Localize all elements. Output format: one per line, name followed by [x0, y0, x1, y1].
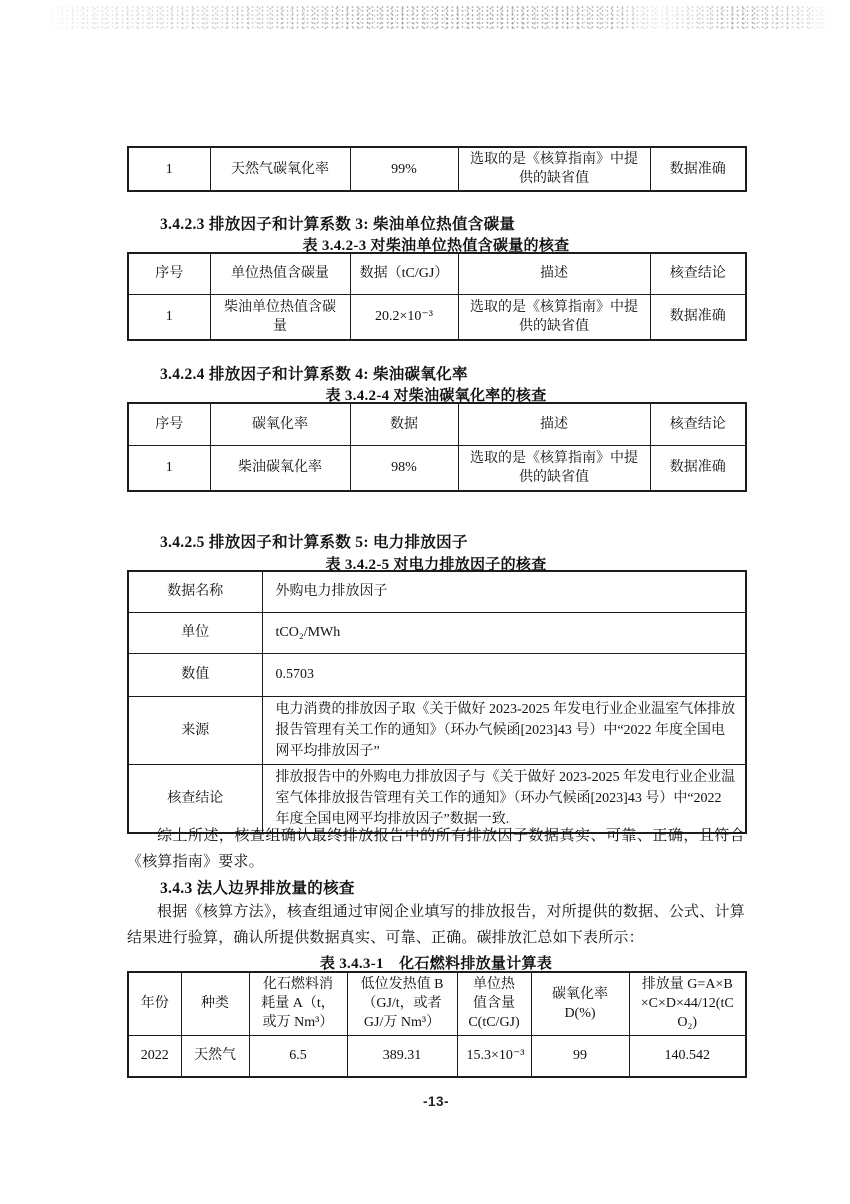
value-cell: tCO₂/MWh	[262, 612, 746, 653]
table-3423-diesel-carbon-content	[127, 252, 747, 341]
conclusion-cell: 数据准确	[650, 147, 746, 191]
col-header-oxidation-d: 碳氧化率 D(%)	[531, 972, 629, 1035]
scan-noise-band	[40, 5, 835, 29]
seq-cell: 1	[128, 294, 210, 340]
carbon-content-cell: 15.3×10⁻³	[457, 1035, 531, 1077]
value-cell: 20.2×10⁻³	[350, 294, 458, 340]
col-header-conclusion: 核查结论	[650, 403, 746, 445]
summary-paragraph: 综上所述，核查组确认最终排放报告中的所有排放因子数据真实、可靠、正确，且符合《核算指南》要求。	[127, 828, 745, 870]
col-header-heating-value-b: 低位发热值 B（GJ/t，或者 GJ/万 Nm³）	[347, 972, 457, 1035]
table-row	[128, 147, 746, 191]
value-cell: 排放报告中的外购电力排放因子与《关于做好 2023-2025 年发电行业企业温室气体排放报告管理有关工作的通知》（环办气候函[2023]43 号）中“2022 年度全国电网平均排放因子”数据一致.	[262, 764, 746, 833]
table-row	[128, 764, 746, 833]
table-row	[128, 612, 746, 653]
col-header-desc: 描述	[458, 403, 650, 445]
name-cell: 柴油碳氧化率	[210, 445, 350, 491]
value-cell: 外购电力排放因子	[262, 571, 746, 612]
col-header-emissions-g: 排放量 G=A×B×C×D×44/12(tCO₂)	[629, 972, 746, 1035]
seq-cell: 1	[128, 445, 210, 491]
label-cell: 数值	[128, 653, 262, 696]
col-header-seq: 序号	[128, 403, 210, 445]
section-heading-3425: 3.4.2.5 排放因子和计算系数 5: 电力排放因子	[160, 534, 468, 551]
header-row	[128, 403, 746, 445]
emissions-cell: 140.542	[629, 1035, 746, 1077]
conclusion-cell: 数据准确	[650, 445, 746, 491]
name-cell: 天然气碳氧化率	[210, 147, 350, 191]
col-header-conclusion: 核查结论	[650, 253, 746, 294]
table-3431-fossil-fuel-emissions	[127, 971, 747, 1078]
col-header-seq: 序号	[128, 253, 210, 294]
table-fragment-natural-gas	[127, 146, 747, 192]
table-caption-3431: 表 3.4.3-1 化石燃料排放量计算表	[319, 956, 553, 972]
heating-value-cell: 389.31	[347, 1035, 457, 1077]
value-cell: 0.5703	[262, 653, 746, 696]
desc-cell: 选取的是《核算指南》中提供的缺省值	[458, 294, 650, 340]
col-header-consumption-a: 化石燃料消耗量 A（t，或万 Nm³）	[249, 972, 347, 1035]
table-caption-3425: 表 3.4.2-5 对电力排放因子的核查	[325, 557, 547, 573]
section-343-paragraph: 根据《核算方法》，核查组通过审阅企业填写的排放报告，对所提供的数据、公式、计算结果进行验算，确认所提供数据真实、可靠、正确。碳排放汇总如下表所示：	[127, 904, 745, 946]
section-heading-343: 3.4.3 法人边界排放量的核查	[160, 880, 355, 897]
col-header-fuel-type: 种类	[181, 972, 249, 1035]
conclusion-cell: 数据准确	[650, 294, 746, 340]
table-caption-3424: 表 3.4.2-4 对柴油碳氧化率的核查	[325, 388, 547, 404]
table-row	[128, 1035, 746, 1077]
consumption-cell: 6.5	[249, 1035, 347, 1077]
col-header-name: 单位热值含碳量	[210, 253, 350, 294]
table-row	[128, 696, 746, 764]
section-heading-3424: 3.4.2.4 排放因子和计算系数 4: 柴油碳氧化率	[160, 366, 468, 383]
col-header-year: 年份	[128, 972, 181, 1035]
header-row	[128, 253, 746, 294]
oxidation-cell: 99	[531, 1035, 629, 1077]
fuel-cell: 天然气	[181, 1035, 249, 1077]
col-header-name: 碳氧化率	[210, 403, 350, 445]
col-header-carbon-content-c: 单位热值含量 C(tC/GJ)	[457, 972, 531, 1035]
table-3425-electricity-emission-factor	[127, 570, 747, 834]
label-cell: 单位	[128, 612, 262, 653]
page-number: -13-	[422, 1094, 449, 1109]
seq-cell: 1	[128, 147, 210, 191]
value-cell: 98%	[350, 445, 458, 491]
desc-cell: 选取的是《核算指南》中提供的缺省值	[458, 147, 650, 191]
col-header-value: 数据	[350, 403, 458, 445]
col-header-desc: 描述	[458, 253, 650, 294]
desc-cell: 选取的是《核算指南》中提供的缺省值	[458, 445, 650, 491]
name-cell: 柴油单位热值含碳量	[210, 294, 350, 340]
col-header-value: 数据（tC/GJ）	[350, 253, 458, 294]
table-row	[128, 653, 746, 696]
table-row	[128, 294, 746, 340]
table-row	[128, 445, 746, 491]
section-heading-3423: 3.4.2.3 排放因子和计算系数 3: 柴油单位热值含碳量	[160, 216, 516, 233]
header-row	[128, 972, 746, 1035]
value-cell: 电力消费的排放因子取《关于做好 2023-2025 年发电行业企业温室气体排放报告管理有关工作的通知》（环办气候函[2023]43 号）中“2022 年度全国电网平均排放因子”	[262, 696, 746, 764]
table-caption-3423: 表 3.4.2-3 对柴油单位热值含碳量的核查	[302, 238, 570, 254]
year-cell: 2022	[128, 1035, 181, 1077]
value-cell: 99%	[350, 147, 458, 191]
label-cell: 数据名称	[128, 571, 262, 612]
table-row	[128, 571, 746, 612]
table-3424-diesel-oxidation-rate	[127, 402, 747, 492]
label-cell: 核查结论	[128, 764, 262, 833]
label-cell: 来源	[128, 696, 262, 764]
